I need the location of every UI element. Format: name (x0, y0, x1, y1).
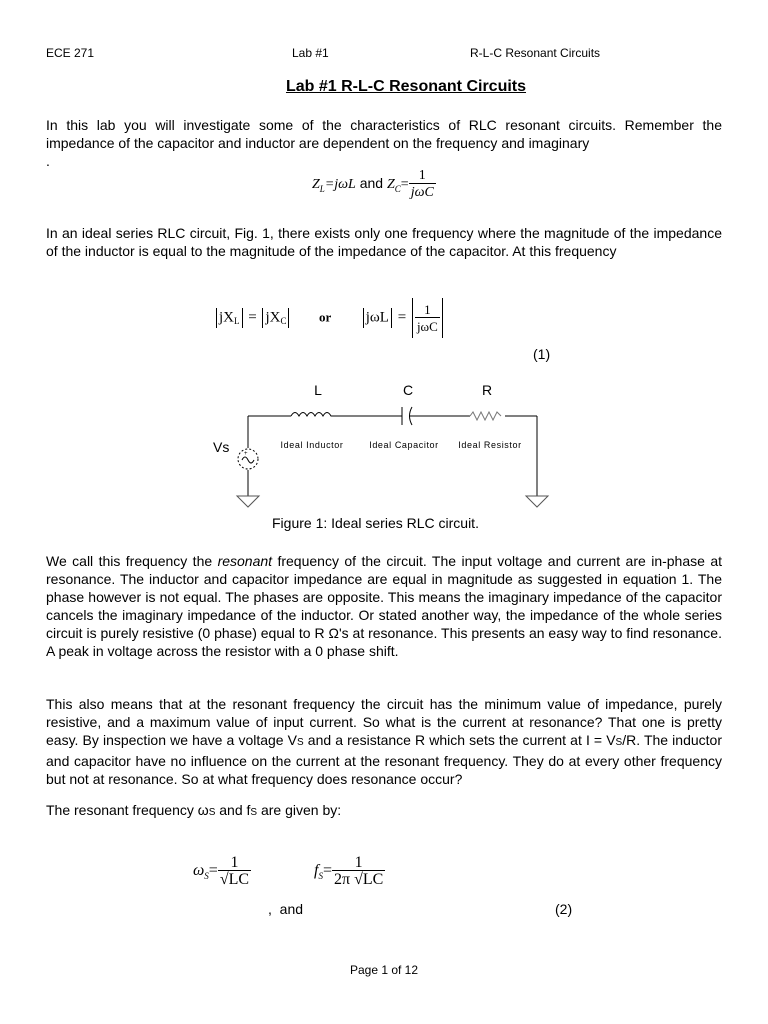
frequency-fraction: $\frac{1}{2\pi √LC}$ (333, 854, 384, 888)
equation-1-number: (1) (533, 346, 551, 362)
series-paragraph: In an ideal series RLC circuit, Fig. 1, there exists only one frequency where the magnitude of the impedance of the inductor is equal to the magnitude of the impedance of the capacitor. At this frequency (46, 225, 722, 259)
label-R: R (481, 382, 493, 398)
page-footer: Page 1 of 12 (349, 963, 419, 977)
impedance-equation: $Z_L=j\omega L$ and $Z_C=$ $\frac{1}{\text{jωC}}$ (312, 168, 434, 200)
ground-left-icon (237, 496, 259, 507)
inductor-caption: Ideal Inductor (280, 440, 344, 450)
resistor-caption: Ideal Resistor (458, 440, 522, 450)
resistor-symbol (470, 412, 501, 420)
figure-caption: Figure 1: Ideal series RLC circuit. (272, 515, 479, 531)
zc-fraction: $\frac{1}{\text{jωC}}$ (410, 168, 434, 200)
source-label: Vs (213, 439, 230, 455)
intro-paragraph (46, 116, 722, 170)
voltage-source-icon (238, 449, 258, 469)
label-L: L (314, 382, 322, 398)
header-course: ECE 271 (46, 46, 95, 60)
page-title: Lab #1 R-L-C Resonant Circuits (285, 78, 527, 95)
equation-1: $jX_L = jX_C$ or jωL = $\frac{1}{\text{jωC}}$ (214, 298, 445, 338)
circuit-wires (248, 416, 537, 496)
omega-fraction: $\frac{1}{√LC}$ (219, 854, 250, 888)
minimum-impedance-paragraph: This also means that at the resonant frequency the circuit has the minimum value of impedance, purely resistive, and a maximum value of input current. So what is the current at resonance? That one is pretty easy. By inspection we have a voltage VS and a resistance R which sets the current at I = VS/R. The inductor and capacitor have no influence on the current at the resonant frequency. They do at every other frequency but not at resonance. So at what frequency does resonance occur? (46, 696, 722, 787)
ground-right-icon (526, 496, 548, 507)
header-topic: R-L-C Resonant Circuits (470, 46, 601, 60)
svg-text:+: + (244, 451, 248, 457)
equation-2-and: , and (268, 901, 304, 917)
header-lab: Lab #1 (292, 46, 329, 60)
intro-dot: . (46, 153, 50, 169)
intro-text: In this lab you will investigate some of the characteristics of RLC resonant circuits. Remember the impedance of the capacitor and inductor are dependent on the frequency and imaginary (46, 117, 722, 151)
capacitor-caption: Ideal Capacitor (369, 440, 439, 450)
label-C: C (402, 382, 414, 398)
inductor-symbol (291, 413, 335, 417)
omega-equation: $\omega_S=$ $\frac{1}{√LC}$ (193, 854, 250, 888)
rlc-circuit-figure (200, 376, 560, 512)
equation-2-number: (2) (555, 901, 573, 917)
eq1-fraction: $\frac{1}{\text{jωC}}$ (416, 301, 438, 334)
given-paragraph: The resonant frequency ωS and fS are given by: (46, 802, 342, 818)
resonant-paragraph: We call this frequency the resonant frequency of the circuit. The input voltage and current are in-phase at resonance. The inductor and capacitor impedance are equal in magnitude as suggested in equation 1. The phase however is not equal. The phases are opposite. This means the imaginary impedance of the capacitor cancels the imaginary impedance of the inductor. Or stated another way, the impedance of the whole series circuit is purely resistive (0 phase) equal to R Ω's at resonance. This presents an easy way to find resonance. A peak in voltage across the resistor with a 0 phase shift. (46, 553, 722, 659)
frequency-equation: $f_S=$ $\frac{1}{2\pi √LC}$ (314, 854, 384, 888)
